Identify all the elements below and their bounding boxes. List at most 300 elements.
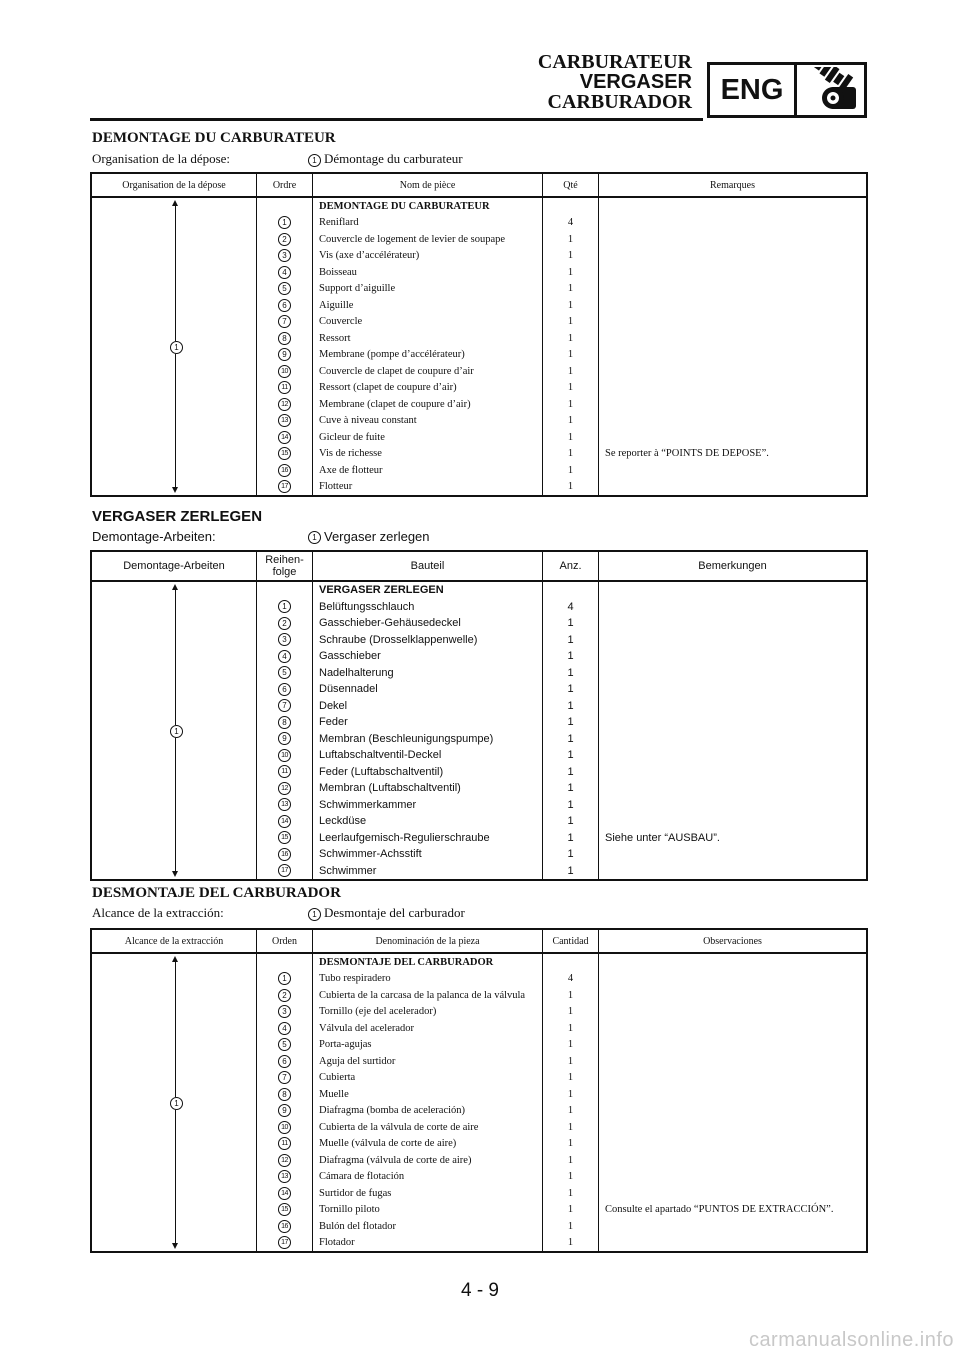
organisation-line [92,905,465,921]
remarks-cell [599,197,868,215]
order-cell [257,1152,313,1169]
quantity-cell: 1 [543,413,599,430]
organisation-line [92,529,430,544]
remarks-cell [599,330,868,347]
circled-number: 12 [278,782,291,795]
remarks-cell [599,953,868,971]
order-cell [257,813,313,830]
quantity-cell: 1 [543,1136,599,1153]
quantity-cell: 1 [543,330,599,347]
quantity-cell: 1 [543,1169,599,1186]
part-name-cell: Cuve à niveau constant [313,413,543,430]
remarks-cell [599,1169,868,1186]
group-number [170,725,183,738]
remarks-cell [599,780,868,797]
circled-number: 1 [170,341,183,354]
header-remarks: Remarques [599,173,868,197]
quantity-cell: 1 [543,813,599,830]
header-order: Reihen- folge [257,551,313,581]
part-name-cell: Aguja del surtidor [313,1053,543,1070]
part-name-cell: Schraube (Drosselklappenwelle) [313,632,543,649]
circled-number: 11 [278,765,291,778]
organisation-label: Organisation de la dépose: [92,151,231,166]
part-name-cell: Tornillo (eje del acelerador) [313,1004,543,1021]
quantity-cell: 1 [543,248,599,265]
remarks-cell [599,380,868,397]
part-name-cell: Muelle (válvula de corte de aire) [313,1136,543,1153]
quantity-cell: 4 [543,215,599,232]
remarks-cell [599,479,868,497]
circled-number: 3 [278,249,291,262]
remarks-cell [599,813,868,830]
quantity-cell: 1 [543,681,599,698]
part-name-cell: Gasschieber-Gehäusedeckel [313,615,543,632]
order-cell [257,1185,313,1202]
organisation-value [308,905,465,921]
quantity-cell [543,197,599,215]
order-cell [257,615,313,632]
quantity-cell [543,581,599,599]
remarks-cell [599,1103,868,1120]
order-cell [257,281,313,298]
circled-number: 10 [278,749,291,762]
job-title-cell: DEMONTAGE DU CARBURATEUR [313,197,543,215]
part-name-cell: Bulón del flotador [313,1218,543,1235]
order-cell [257,413,313,430]
circled-number: 16 [278,848,291,861]
part-name-cell: Diafragma (válvula de corte de aire) [313,1152,543,1169]
circled-number: 1 [308,154,321,167]
disassembly-table [90,550,868,881]
circled-number: 2 [278,617,291,630]
order-cell [257,347,313,364]
quantity-cell: 4 [543,971,599,988]
circled-number: 2 [278,989,291,1002]
disassembly-table [90,172,868,497]
circled-number: 3 [278,1005,291,1018]
remarks-cell [599,599,868,616]
order-cell [257,215,313,232]
remarks-cell [599,1053,868,1070]
quantity-cell: 1 [543,797,599,814]
quantity-cell: 1 [543,1086,599,1103]
circled-number: 9 [278,732,291,745]
remarks-cell [599,987,868,1004]
quantity-cell: 1 [543,747,599,764]
header-organisation: Organisation de la dépose [91,173,257,197]
quantity-cell: 1 [543,1119,599,1136]
order-cell [257,264,313,281]
header-remarks: Observaciones [599,929,868,953]
section-title: DEMONTAGE DU CARBURATEUR [92,130,336,146]
part-name-cell: Cámara de flotación [313,1169,543,1186]
title-spanish: CARBURADOR [547,91,692,113]
circled-number: 4 [278,650,291,663]
part-name-cell: Cubierta [313,1070,543,1087]
part-name-cell: Schwimmer [313,863,543,881]
circled-number: 9 [278,348,291,361]
remarks-cell [599,1218,868,1235]
organisation-value-text: Vergaser zerlegen [324,529,430,544]
circled-number: 7 [278,1071,291,1084]
circled-number: 17 [278,480,291,493]
remarks-cell [599,1020,868,1037]
order-cell [257,1136,313,1153]
circled-number: 14 [278,1187,291,1200]
quantity-cell: 1 [543,1235,599,1253]
part-name-cell: Aiguille [313,297,543,314]
title-german: VERGASER [579,71,692,93]
quantity-cell: 1 [543,231,599,248]
remarks-cell [599,231,868,248]
order-cell [257,297,313,314]
header-part-name: Denominación de la pieza [313,929,543,953]
organisation-value-text: Démontage du carburateur [324,151,463,166]
circled-number: 11 [278,381,291,394]
part-name-cell: Leerlaufgemisch-Regulierschraube [313,830,543,847]
order-cell [257,830,313,847]
order-cell [257,231,313,248]
circled-number: 4 [278,266,291,279]
quantity-cell [543,953,599,971]
order-cell [257,1020,313,1037]
remarks-cell [599,1086,868,1103]
order-cell [257,1037,313,1054]
quantity-cell: 1 [543,1152,599,1169]
remarks-cell [599,363,868,380]
circled-number: 10 [278,365,291,378]
section-title: VERGASER ZERLEGEN [92,508,263,525]
remarks-cell [599,1119,868,1136]
quantity-cell: 1 [543,264,599,281]
circled-number: 3 [278,633,291,646]
order-cell [257,1169,313,1186]
remarks-cell: Consulte el apartado “PUNTOS DE EXTRACCIÓN”. [599,1202,868,1219]
quantity-cell: 1 [543,297,599,314]
part-name-cell: Couvercle de logement de levier de soupape [313,231,543,248]
part-name-cell: Vis de richesse [313,446,543,463]
quantity-cell: 1 [543,615,599,632]
part-name-cell: Düsennadel [313,681,543,698]
engine-crankshaft-icon [797,65,864,115]
order-cell [257,764,313,781]
circled-number: 6 [278,683,291,696]
part-name-cell: Flotador [313,1235,543,1253]
order-cell [257,462,313,479]
order-cell [257,648,313,665]
part-name-cell: Válvula del acelerador [313,1020,543,1037]
order-cell [257,363,313,380]
order-cell [257,1053,313,1070]
circled-number: 15 [278,831,291,844]
part-name-cell: Cubierta de la válvula de corte de aire [313,1119,543,1136]
part-name-cell: Dekel [313,698,543,715]
table-header-row [91,929,867,953]
order-cell [257,987,313,1004]
circled-number: 16 [278,1220,291,1233]
quantity-cell: 1 [543,648,599,665]
circled-number: 6 [278,299,291,312]
circled-number: 14 [278,815,291,828]
order-cell [257,953,313,971]
quantity-cell: 1 [543,1020,599,1037]
circled-number: 13 [278,1170,291,1183]
eng-badge [707,62,867,118]
quantity-cell: 4 [543,599,599,616]
table-row [91,581,867,599]
order-cell [257,330,313,347]
circled-number: 13 [278,414,291,427]
quantity-cell: 1 [543,1103,599,1120]
remarks-cell [599,248,868,265]
header-rule [90,118,703,121]
table-header-row [91,551,867,581]
circled-number: 5 [278,282,291,295]
circled-number: 8 [278,332,291,345]
quantity-cell: 1 [543,987,599,1004]
part-name-cell: Membrane (clapet de coupure d’air) [313,396,543,413]
quantity-cell: 1 [543,1053,599,1070]
quantity-cell: 1 [543,665,599,682]
quantity-cell: 1 [543,830,599,847]
order-cell [257,780,313,797]
remarks-cell: Se reporter à “POINTS DE DEPOSE”. [599,446,868,463]
remarks-cell [599,1070,868,1087]
part-name-cell: Gicleur de fuite [313,429,543,446]
order-cell [257,396,313,413]
order-cell [257,1086,313,1103]
circled-number: 1 [308,531,321,544]
remarks-cell [599,846,868,863]
remarks-cell [599,648,868,665]
part-name-cell: Support d’aiguille [313,281,543,298]
remarks-cell [599,764,868,781]
quantity-cell: 1 [543,462,599,479]
remarks-cell [599,747,868,764]
circled-number: 11 [278,1137,291,1150]
job-title-cell: VERGASER ZERLEGEN [313,581,543,599]
part-name-cell: Ressort (clapet de coupure d’air) [313,380,543,397]
quantity-cell: 1 [543,380,599,397]
circled-number: 1 [278,972,291,985]
order-cell [257,1218,313,1235]
remarks-cell [599,297,868,314]
part-name-cell: Surtidor de fugas [313,1185,543,1202]
quantity-cell: 1 [543,698,599,715]
circled-number: 12 [278,398,291,411]
order-cell [257,747,313,764]
order-cell [257,971,313,988]
quantity-cell: 1 [543,714,599,731]
page-number: 4 - 9 [460,1280,500,1301]
part-name-cell: Schwimmerkammer [313,797,543,814]
order-cell [257,314,313,331]
part-name-cell: Nadelhalterung [313,665,543,682]
part-name-cell: Feder [313,714,543,731]
part-name-cell: Ressort [313,330,543,347]
organisation-value [308,529,430,544]
part-name-cell: Couvercle de clapet de coupure d’air [313,363,543,380]
order-cell [257,1119,313,1136]
order-cell [257,632,313,649]
part-name-cell: Belüftungsschlauch [313,599,543,616]
part-name-cell: Muelle [313,1086,543,1103]
quantity-cell: 1 [543,347,599,364]
organisation-value-text: Desmontaje del carburador [324,905,465,920]
remarks-cell [599,413,868,430]
circled-number: 1 [170,1097,183,1110]
order-cell [257,479,313,497]
order-cell [257,681,313,698]
header-quantity: Cantidad [543,929,599,953]
header-order: Ordre [257,173,313,197]
header-part-name: Bauteil [313,551,543,581]
quantity-cell: 1 [543,281,599,298]
organisation-label: Demontage-Arbeiten: [92,529,216,544]
order-cell [257,581,313,599]
quantity-cell: 1 [543,632,599,649]
circled-number: 1 [308,908,321,921]
part-name-cell: Membran (Beschleunigungspumpe) [313,731,543,748]
circled-number: 1 [170,725,183,738]
order-cell [257,380,313,397]
remarks-cell [599,1136,868,1153]
remarks-cell [599,462,868,479]
group-arrow-cell [91,953,257,1252]
title-french: CARBURATEUR [537,51,692,73]
circled-number: 16 [278,464,291,477]
remarks-cell [599,1185,868,1202]
quantity-cell: 1 [543,429,599,446]
header-part-name: Nom de pièce [313,173,543,197]
circled-number: 2 [278,233,291,246]
remarks-cell [599,215,868,232]
order-cell [257,1004,313,1021]
part-name-cell: Membrane (pompe d’accélérateur) [313,347,543,364]
circled-number: 5 [278,666,291,679]
part-name-cell: Axe de flotteur [313,462,543,479]
organisation-line [92,151,463,167]
quantity-cell: 1 [543,1185,599,1202]
table-header-row [91,173,867,197]
circled-number: 7 [278,699,291,712]
part-name-cell: Leckdüse [313,813,543,830]
circled-number: 14 [278,431,291,444]
remarks-cell [599,281,868,298]
group-number [170,341,183,354]
order-cell [257,248,313,265]
circled-number: 6 [278,1055,291,1068]
quantity-cell: 1 [543,479,599,497]
remarks-cell [599,797,868,814]
quantity-cell: 1 [543,1218,599,1235]
remarks-cell [599,971,868,988]
part-name-cell: Membran (Luftabschaltventil) [313,780,543,797]
organisation-label: Alcance de la extracción: [92,905,224,920]
header-remarks: Bemerkungen [599,551,868,581]
part-name-cell: Gasschieber [313,648,543,665]
circled-number: 17 [278,864,291,877]
part-name-cell: Reniflard [313,215,543,232]
group-number [170,1097,183,1110]
part-name-cell: Boisseau [313,264,543,281]
quantity-cell: 1 [543,780,599,797]
remarks-cell: Siehe unter “AUSBAU”. [599,830,868,847]
remarks-cell [599,681,868,698]
remarks-cell [599,396,868,413]
part-name-cell: Tornillo piloto [313,1202,543,1219]
remarks-cell [599,665,868,682]
table-row [91,197,867,215]
circled-number: 13 [278,798,291,811]
page-header-titles [538,52,692,112]
quantity-cell: 1 [543,1004,599,1021]
order-cell [257,1070,313,1087]
part-name-cell: Couvercle [313,314,543,331]
order-cell [257,665,313,682]
part-name-cell: Luftabschaltventil-Deckel [313,747,543,764]
remarks-cell [599,615,868,632]
part-name-cell: Feder (Luftabschaltventil) [313,764,543,781]
circled-number: 15 [278,447,291,460]
remarks-cell [599,863,868,881]
quantity-cell: 1 [543,863,599,881]
remarks-cell [599,347,868,364]
remarks-cell [599,264,868,281]
remarks-cell [599,698,868,715]
header-organisation: Demontage-Arbeiten [91,551,257,581]
remarks-cell [599,632,868,649]
order-cell [257,714,313,731]
part-name-cell: Schwimmer-Achsstift [313,846,543,863]
order-cell [257,1103,313,1120]
part-name-cell: Flotteur [313,479,543,497]
job-title-cell: DESMONTAJE DEL CARBURADOR [313,953,543,971]
remarks-cell [599,314,868,331]
remarks-cell [599,1235,868,1253]
quantity-cell: 1 [543,1202,599,1219]
order-cell [257,599,313,616]
group-arrow-cell [91,581,257,880]
order-cell [257,1235,313,1253]
section-title: DESMONTAJE DEL CARBURADOR [92,885,341,901]
order-cell [257,797,313,814]
circled-number: 1 [278,216,291,229]
circled-number: 5 [278,1038,291,1051]
part-name-cell: Vis (axe d’accélérateur) [313,248,543,265]
circled-number: 8 [278,716,291,729]
quantity-cell: 1 [543,846,599,863]
order-cell [257,429,313,446]
quantity-cell: 1 [543,314,599,331]
quantity-cell: 1 [543,446,599,463]
quantity-cell: 1 [543,1037,599,1054]
part-name-cell: Cubierta de la carcasa de la palanca de la válvula [313,987,543,1004]
order-cell [257,197,313,215]
quantity-cell: 1 [543,731,599,748]
order-cell [257,863,313,881]
circled-number: 4 [278,1022,291,1035]
remarks-cell [599,429,868,446]
order-cell [257,1202,313,1219]
remarks-cell [599,731,868,748]
header-order: Orden [257,929,313,953]
header-quantity: Qté [543,173,599,197]
disassembly-table [90,928,868,1253]
watermark: carmanualsonline.info [748,1329,954,1351]
circled-number: 7 [278,315,291,328]
table-row [91,953,867,971]
